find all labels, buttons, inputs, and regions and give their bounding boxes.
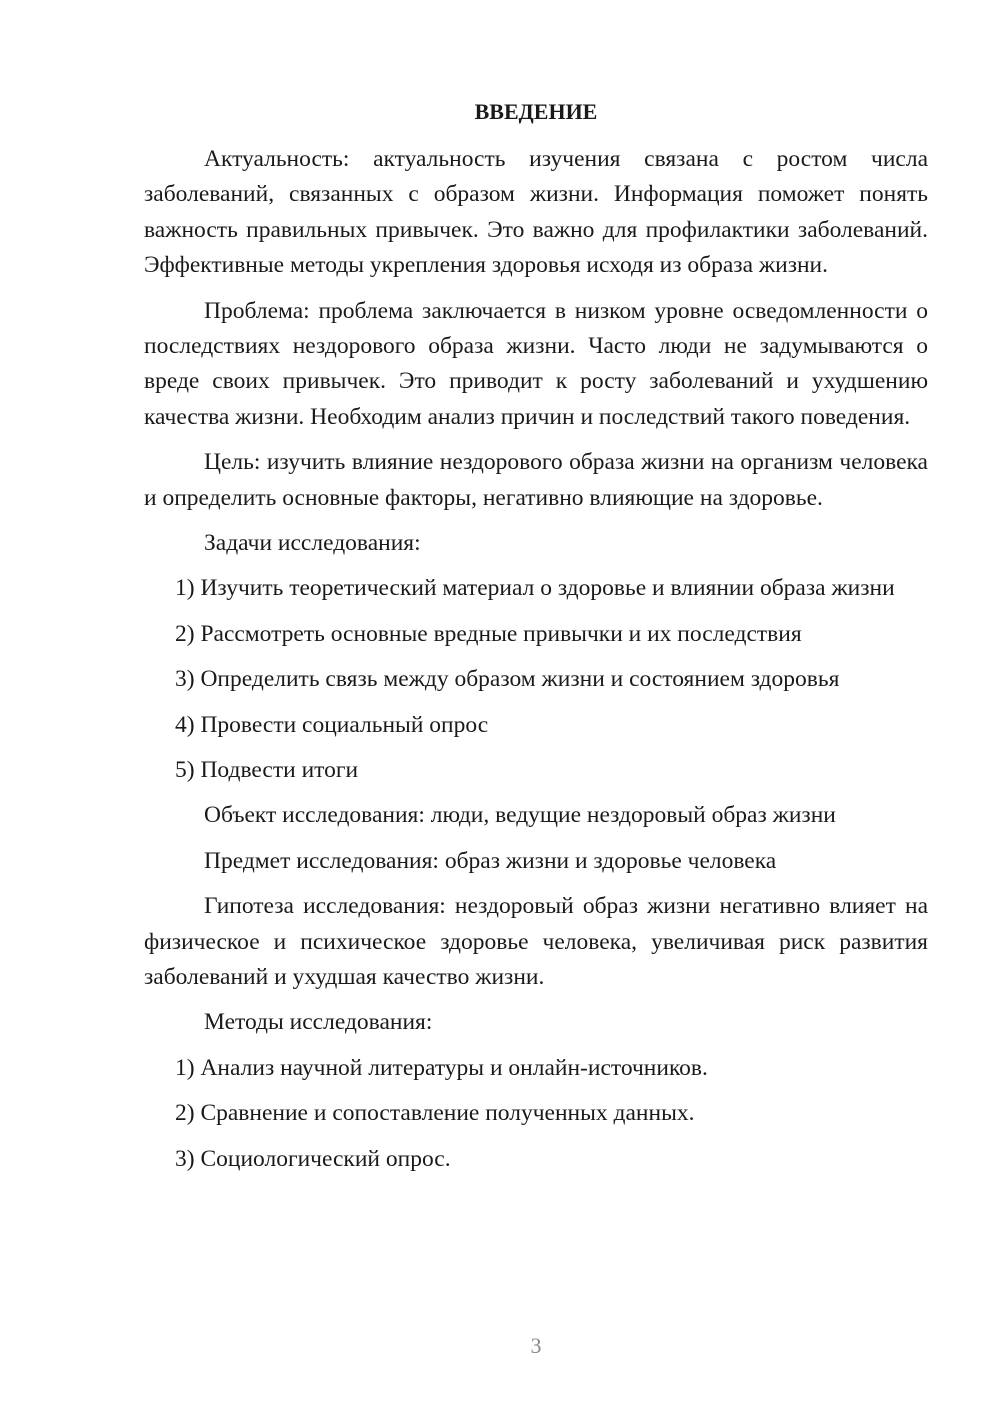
tasks-heading: Задачи исследования: [204,530,421,557]
method-item: 2) Сравнение и сопоставление полученных данных. [175,1100,695,1127]
research-object: Объект исследования: люди, ведущие нездоровый образ жизни [204,802,836,829]
problem-paragraph: Проблема: проблема заключается в низком уровне осведомленности о последствиях нездорового образа жизни. Часто люди не задумываются о вреде своих привычек. Это приводит к росту заболеваний и ухудшению качества жизни. Необходим анализ причин и последствий такого поведения. [144,297,928,430]
task-item: 5) Подвести итоги [175,757,359,784]
task-item: 4) Провести социальный опрос [175,711,489,738]
task-item: 1) Изучить теоретический материал о здоровье и влиянии образа жизни [175,575,895,602]
research-subject: Предмет исследования: образ жизни и здоровье человека [204,847,777,874]
hypothesis-paragraph: Гипотеза исследования: нездоровый образ жизни негативно влияет на физическое и психическое здоровье человека, увеличивая риск развития заболеваний и ухудшая качество жизни. [144,893,928,991]
task-item: 3) Определить связь между образом жизни и состоянием здоровья [175,666,840,693]
method-item: 3) Социологический опрос. [175,1145,451,1172]
relevance-paragraph: Актуальность: актуальность изучения связана с ростом числа заболеваний, связанных с образом жизни. Информация поможет понять важность правильных привычек. Это важно для профилактики заболеваний. Эффективные методы укрепления здоровья исходя из образа жизни. [144,146,928,279]
page-number: 3 [530,1333,542,1358]
methods-heading: Методы исследования: [204,1009,433,1036]
section-title: ВВЕДЕНИЕ [474,99,598,124]
goal-paragraph: Цель: изучить влияние нездорового образа жизни на организм человека и определить основные факторы, негативно влияющие на здоровье. [144,449,928,511]
page-content [144,95,928,1187]
task-item: 2) Рассмотреть основные вредные привычки и их последствия [175,620,802,647]
method-item: 1) Анализ научной литературы и онлайн-источников. [175,1054,708,1081]
